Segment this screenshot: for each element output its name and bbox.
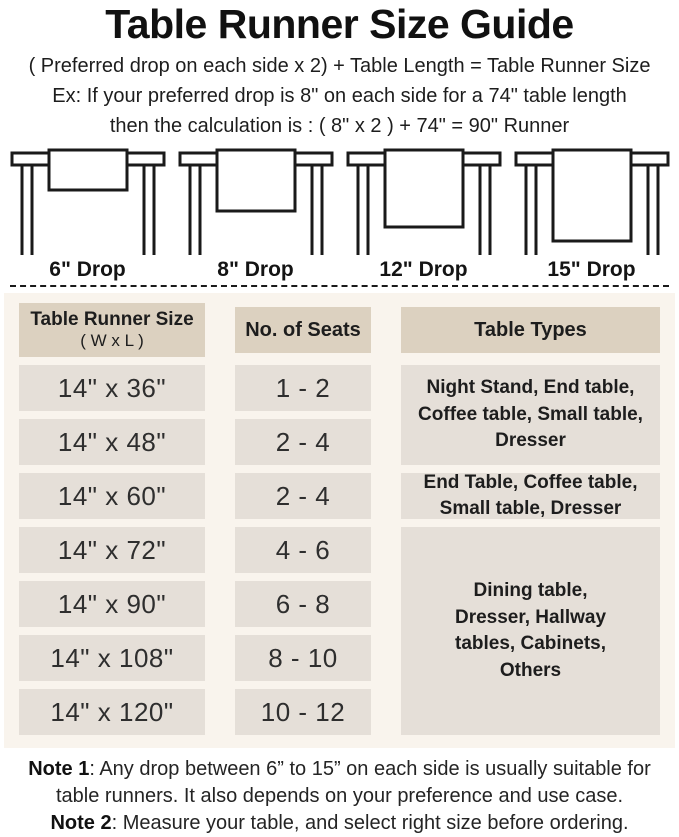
example-line-2: then the calculation is : ( 8" x 2 ) + 74" = 90" Runner	[109, 115, 570, 138]
drop-label-8: 8" Drop	[217, 258, 294, 282]
size-cell: 14" x 48"	[19, 419, 205, 465]
illustration-12in-drop	[342, 147, 505, 281]
size-cell: 14" x 90"	[19, 581, 205, 627]
table-types-group-medium	[401, 473, 660, 519]
size-cell: 14" x 36"	[19, 365, 205, 411]
size-cell: 14" x 108"	[19, 635, 205, 681]
size-cell: 14" x 60"	[19, 473, 205, 519]
note-1-text: : Any drop between 6” to 15” on each side is usually suitable for table runners. It also depends on your preference and use case.	[55, 758, 651, 808]
seats-cell: 1 - 2	[235, 365, 371, 411]
size-cell: 14" x 120"	[19, 689, 205, 735]
note-1-label: Note 1	[28, 758, 90, 781]
table-runner-drawing-icon	[513, 147, 671, 255]
seats-cell: 8 - 10	[235, 635, 371, 681]
drop-label-15: 15" Drop	[547, 258, 636, 282]
dashed-divider	[10, 285, 669, 287]
table-runner-drawing-icon	[345, 147, 503, 255]
note-2-label: Note 2	[50, 812, 112, 835]
column-header-runner-size-sub: ( W x L )	[80, 331, 144, 351]
column-header-table-types: Table Types	[401, 307, 660, 353]
column-header-runner-size	[19, 303, 205, 357]
table-types-group-small	[401, 365, 660, 465]
size-cell: 14" x 72"	[19, 527, 205, 573]
column-header-runner-size-label: Table Runner Size	[30, 309, 194, 331]
example-line-1: Ex: If your preferred drop is 8" on each side for a 74" table length	[52, 85, 627, 108]
note-2	[8, 810, 671, 837]
drop-illustrations	[0, 147, 679, 281]
size-table	[19, 303, 660, 735]
note-1	[8, 756, 671, 810]
table-types-group-text: End Table, Coffee table, Small table, Dresser	[423, 471, 638, 520]
seats-cell: 2 - 4	[235, 473, 371, 519]
formula-line: ( Preferred drop on each side x 2) + Table Length = Table Runner Size	[28, 55, 651, 78]
drop-label-6: 6" Drop	[49, 258, 126, 282]
size-table-panel	[4, 293, 675, 748]
table-runner-drawing-icon	[177, 147, 335, 255]
column-header-seats: No. of Seats	[235, 307, 371, 353]
seats-cell: 6 - 8	[235, 581, 371, 627]
note-2-text: : Measure your table, and select right size before ordering.	[111, 812, 629, 835]
illustration-15in-drop	[510, 147, 673, 281]
seats-cell: 10 - 12	[235, 689, 371, 735]
drop-label-12: 12" Drop	[379, 258, 468, 282]
illustration-6in-drop	[6, 147, 169, 281]
table-types-group-text: Night Stand, End table, Coffee table, Small table, Dresser	[418, 377, 643, 452]
seats-cell: 2 - 4	[235, 419, 371, 465]
page-title: Table Runner Size Guide	[105, 1, 574, 47]
illustration-8in-drop	[174, 147, 337, 281]
notes-section	[0, 756, 679, 837]
table-types-group-large	[401, 527, 660, 735]
table-runner-drawing-icon	[9, 147, 167, 255]
table-types-group-text: Dining table, Dresser, Hallway tables, Cabinets, Others	[454, 580, 607, 681]
seats-cell: 4 - 6	[235, 527, 371, 573]
